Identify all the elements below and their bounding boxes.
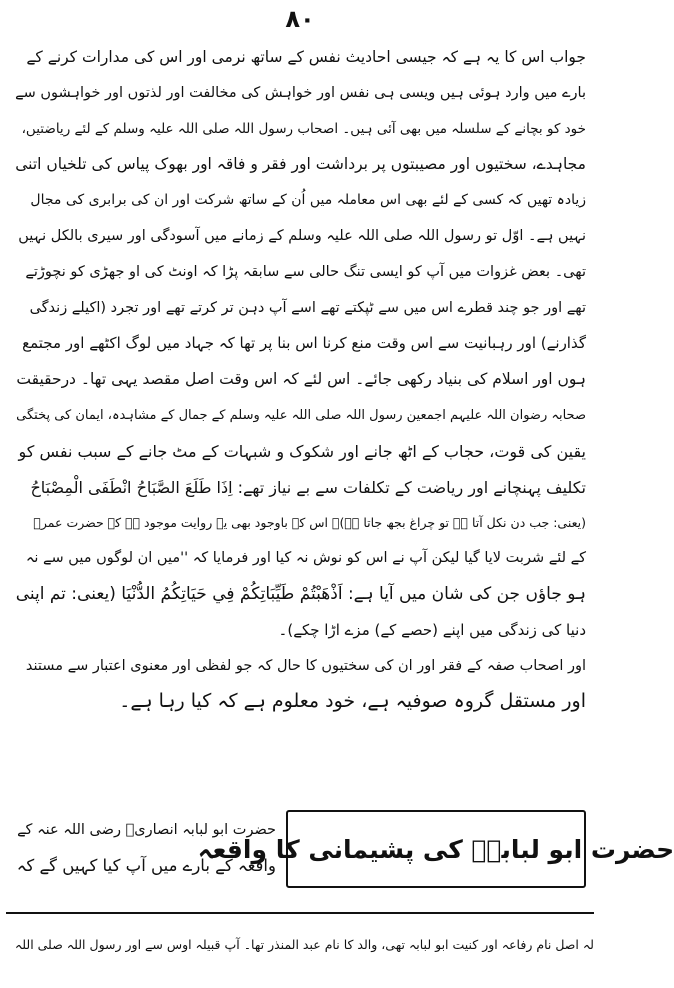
text-line: تھی۔ بعض غزوات میں آپ کو ایسی تنگ حالی سے سابقہ پڑا کہ اونٹ کی او جھڑی کو نچوڑتے — [25, 263, 586, 280]
footnote-divider — [6, 912, 594, 914]
text-line: زیادہ تھیں کہ کسی کے لئے بھی اس معاملہ میں اُن کے ساتھ شرکت اور ان کی برابری کی مجال — [30, 192, 586, 209]
text-line: ہو جاؤں جن کی شان میں آیا ہے: اَذْهَبْتُمْ طَيِّبَاتِكُمْ فِي حَيَاتِكُمُ الدُّنْيَا (یعنی: تم اپنی — [15, 583, 586, 604]
text-line: اور اصحاب صفہ کے فقر اور ان کی سختیوں کا حال کہ جو لفظی اور معنوی اعتبار سے مستند — [25, 657, 586, 674]
text-line: ہوں اور اسلام کی بنیاد رکھی جائے۔ اس لئے کہ اس وقت اصل مقصد یہی تھا۔ درحقیقت — [16, 370, 586, 389]
footnote: لہ اصل نام رفاعہ اور کنیت ابو لبابہ تھی، والد کا نام عبد المنذر تھا۔ آپ قبیلہ اوس سے اور رسول اللہ صلی اللہ — [14, 937, 594, 952]
text-line: خود کو بچانے کے سلسلہ میں بھی آئی ہیں۔ اصحاب رسول اللہ صلی اللہ علیہ وسلم کے لئے ریاضتیں، — [21, 120, 586, 137]
text-line: اور مستقل گروہ صوفیہ ہے، خود معلوم ہے کہ کیا رہا ہے۔ — [119, 690, 586, 713]
text-line: جواب اس کا یہ ہے کہ جیسی احادیث نفس کے ساتھ نرمی اور اس کی مدارات کرنے کے — [26, 48, 586, 66]
text-line: یقین کی قوت، حجاب کے اٹھ جانے اور شکوک و شبہات کے مٹ جانے کے سبب نفس کو — [18, 441, 586, 461]
text-line: حضرت ابو لبابہ انصاریؓ رضی اللہ عنہ کے — [17, 822, 276, 838]
text-line: نہیں ہے۔ اوّل تو رسول اللہ صلی اللہ علیہ وسلم کے زمانے میں آسودگی اور سیری بالکل نہیں — [18, 227, 586, 244]
text-line: تھے اور جو چند قطرے اس میں سے ٹپکتے تھے اسے آپ دہن تر کرتے تھے اور تجرد (اکیلے زندگی — [29, 299, 586, 316]
text-line: دنیا کی زندگی میں اپنے (حصے کے) مزے اڑا چکے)۔ — [278, 620, 586, 639]
section-heading-row — [14, 810, 674, 890]
body-text — [14, 40, 586, 720]
text-line: مجاہدے، سختیوں اور مصیبتوں پر برداشت اور فقر و فاقہ اور بھوک پیاس کی تلخیاں اتنی — [15, 155, 586, 174]
text-line: کے لئے شربت لایا گیا لیکن آپ نے اس کو نوش نہ کیا اور فرمایا کہ ''میں ان لوگوں میں سے نہ — [25, 550, 586, 567]
text-line: (یعنی: جب دن نکل آتا ہے تو چراغ بجھ جاتا ہے)۔ اس کے باوجود بھی یہ روایت موجود ہے کہ حضرت عمرؓ — [33, 515, 586, 531]
heading-side-text — [14, 812, 276, 884]
page-number: ۸۰ — [285, 5, 315, 33]
text-line: تکلیف پہنچانے اور ریاضت کے تکلفات سے بے نیاز تھے: اِذَا طَلَعَ الصَّبَاحُ انْطَفَی الْمِصْبَاحُ — [30, 477, 586, 497]
text-line: صحابہ رضوان اللہ علیہم اجمعین رسول اللہ صلی اللہ علیہ وسلم کے جمال کے مشاہدہ، ایمان کی پختگی — [16, 407, 586, 423]
text-line: گذارنے) اور رہبانیت سے اس وقت منع کرنا اس بنا پر تھا کہ جہاد میں لوگ اکٹھے اور مجتمع — [22, 334, 586, 353]
text-line: بارے میں وارد ہوئی ہیں ویسی ہی نفس اور خواہش کی مخالفت اور لذتوں اور خواہشوں سے — [15, 84, 586, 101]
text-line: واقعہ کے بارے میں آپ کیا کہیں گے کہ — [16, 856, 276, 875]
section-heading: حضرت ابو لبابہؓ کی پشیمانی کا واقعہ — [286, 810, 586, 888]
